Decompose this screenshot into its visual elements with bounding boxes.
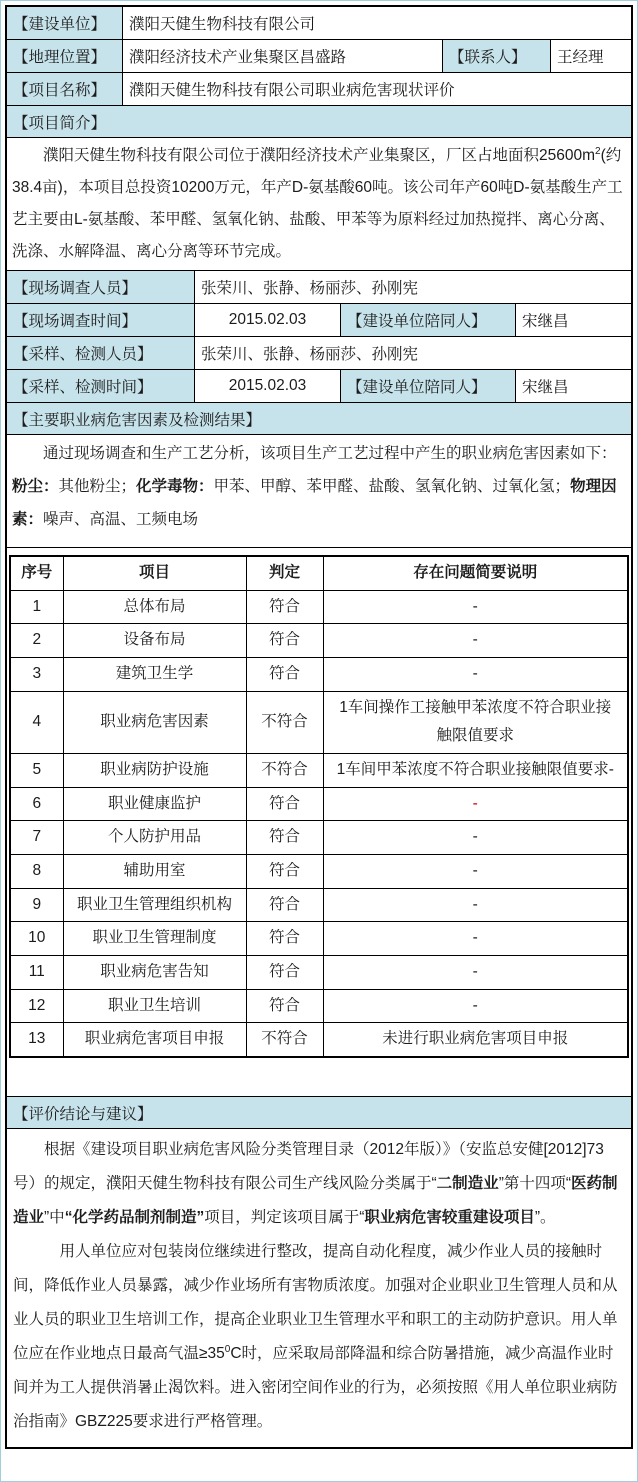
escort-label: 【建设单位陪同人】 [340, 370, 515, 402]
header-item: 项目 [63, 556, 246, 590]
survey-time-row [7, 304, 631, 337]
findings-table [9, 555, 629, 1058]
survey-personnel-value: 张荣川、张静、杨丽莎、孙刚宪 [194, 271, 631, 303]
hazards-intro-line: 通过现场调查和生产工艺分析，该项目生产工艺过程中产生的职业病危害因素如下： [43, 445, 617, 462]
escort-value: 宋继昌 [515, 304, 631, 336]
hazards-section-header: 【主要职业病危害因素及检测结果】 [7, 403, 631, 435]
row-note-cell: - [323, 658, 628, 692]
conclusion-text [7, 1129, 631, 1447]
row-verdict-cell: 符合 [246, 855, 323, 889]
row-note-cell: 1车间操作工接触甲苯浓度不符合职业接触限值要求 [323, 691, 628, 753]
row-verdict-cell: 不符合 [246, 691, 323, 753]
findings-table-row [10, 691, 628, 753]
row-note-cell: - [323, 590, 628, 624]
row-number-cell: 1 [10, 590, 63, 624]
industry-category-bold: 二制造业 [436, 1175, 499, 1193]
findings-table-row [10, 888, 628, 922]
row-note-cell: 1车间甲苯浓度不符合职业接触限值要求- [323, 754, 628, 788]
sampling-personnel-row [7, 337, 631, 370]
conclusion-segment: ”。 [534, 1209, 556, 1227]
findings-table-row [10, 956, 628, 990]
conclusion-segment: 项目，判定该项目属于“ [204, 1209, 365, 1227]
row-item-cell: 设备布局 [63, 624, 246, 658]
row-item-cell: 个人防护用品 [63, 821, 246, 855]
intro-text-segment: 濮阳天健生物科技有限公司位于濮阳经济技术产业集聚区，厂区占地面积25600m [43, 147, 596, 164]
survey-personnel-label: 【现场调查人员】 [7, 271, 194, 303]
row-verdict-cell: 符合 [246, 590, 323, 624]
header-verdict: 判定 [246, 556, 323, 590]
chemical-toxins-value: 甲苯、甲醇、苯甲醛、盐酸、氢氧化钠、过氧化氢； [213, 478, 571, 495]
construction-unit-value: 濮阳天健生物科技有限公司 [122, 7, 631, 39]
findings-table-row [10, 855, 628, 889]
escort-value: 宋继昌 [515, 370, 631, 402]
row-verdict-cell: 符合 [246, 989, 323, 1023]
contact-label: 【联系人】 [442, 40, 550, 72]
row-number-cell: 4 [10, 691, 63, 753]
chemical-preparation-bold: “化学药品制剂制造” [64, 1209, 205, 1227]
row-item-cell: 建筑卫生学 [63, 658, 246, 692]
conclusion-paragraph-2 [13, 1235, 625, 1439]
survey-time-value: 2015.02.03 [194, 304, 340, 336]
findings-table-row [10, 590, 628, 624]
row-verdict-cell: 符合 [246, 624, 323, 658]
conclusion-segment: ”中 [44, 1209, 65, 1227]
conclusion-segment: ”第十四项“ [498, 1175, 572, 1193]
temperature-superscript: 0 [224, 1343, 231, 1355]
physical-factors-value: 噪声、高温、工频电场 [43, 511, 199, 528]
row-note-cell: - [323, 855, 628, 889]
project-name-value: 濮阳天健生物科技有限公司职业病危害现状评价 [122, 73, 631, 105]
sampling-personnel-value: 张荣川、张静、杨丽莎、孙刚宪 [194, 337, 631, 369]
row-note-cell: - [323, 787, 628, 821]
findings-table-row [10, 821, 628, 855]
sampling-time-label: 【采样、检测时间】 [7, 370, 194, 402]
findings-table-row [10, 787, 628, 821]
findings-table-header-row [10, 556, 628, 590]
hazard-severity-bold: 职业病危害较重建设项目 [364, 1209, 535, 1227]
physical-factors-label: 物理因素： [12, 478, 617, 528]
row-note-cell: - [323, 922, 628, 956]
row-item-cell: 职业卫生管理制度 [63, 922, 246, 956]
row-item-cell: 辅助用室 [63, 855, 246, 889]
row-note-cell: - [323, 624, 628, 658]
findings-table-row [10, 658, 628, 692]
findings-table-area [7, 548, 631, 1097]
row-note-cell: - [323, 821, 628, 855]
row-note-cell: - [323, 888, 628, 922]
project-name-row [7, 73, 631, 106]
sampling-time-row [7, 370, 631, 403]
conclusion-segment: C时，应采取局部降温和综合防暑措施，减少高温作业时间并为工人提供消暑止渴饮料。进入密闭空间作业的行为，必须按照《用人单位职业病防治指南》GBZ225要求进行严格管理。 [13, 1345, 618, 1431]
hazards-paragraph [12, 437, 626, 536]
construction-unit-label: 【建设单位】 [7, 7, 122, 39]
header-no: 序号 [10, 556, 63, 590]
row-item-cell: 职业卫生培训 [63, 989, 246, 1023]
contact-value: 王经理 [550, 40, 631, 72]
conclusion-paragraph-1 [13, 1133, 625, 1235]
row-verdict-cell: 符合 [246, 821, 323, 855]
row-number-cell: 11 [10, 956, 63, 990]
dust-label: 粉尘： [12, 478, 59, 495]
row-note-cell: - [323, 989, 628, 1023]
chemical-toxins-label: 化学毒物： [136, 478, 214, 495]
project-intro-header: 【项目简介】 [7, 106, 631, 138]
findings-table-row [10, 624, 628, 658]
construction-unit-row [7, 7, 631, 40]
header-note: 存在问题简要说明 [323, 556, 628, 590]
conclusion-segment: 用人单位应对包装岗位继续进行整改，提高自动化程度，减少作业人员的接触时间，降低作业人员暴露，减少作业场所有害物质浓度。加强对企业职业卫生管理人员和从业人员的职业卫生培训工作，提高企业职业卫生管理水平和职工的主动防护意识。用人单位应在作业地点日最高气温≥35 [13, 1243, 618, 1363]
row-verdict-cell: 符合 [246, 787, 323, 821]
row-item-cell: 职业病危害因素 [63, 691, 246, 753]
row-item-cell: 职业病危害告知 [63, 956, 246, 990]
row-item-cell: 总体布局 [63, 590, 246, 624]
row-note-cell: - [323, 956, 628, 990]
row-note-cell: 未进行职业病危害项目申报 [323, 1023, 628, 1057]
findings-table-row [10, 922, 628, 956]
row-number-cell: 8 [10, 855, 63, 889]
row-number-cell: 9 [10, 888, 63, 922]
row-verdict-cell: 符合 [246, 922, 323, 956]
project-intro-text [7, 138, 631, 271]
row-number-cell: 5 [10, 754, 63, 788]
row-item-cell: 职业卫生管理组织机构 [63, 888, 246, 922]
row-item-cell: 职业病防护设施 [63, 754, 246, 788]
conclusion-section-header: 【评价结论与建议】 [7, 1097, 631, 1129]
row-number-cell: 13 [10, 1023, 63, 1057]
survey-personnel-row [7, 271, 631, 304]
pharma-industry-bold: 医药制造业 [13, 1175, 618, 1227]
row-verdict-cell: 符合 [246, 658, 323, 692]
findings-table-body [10, 590, 628, 1057]
row-verdict-cell: 不符合 [246, 1023, 323, 1057]
project-name-label: 【项目名称】 [7, 73, 122, 105]
dust-value: 其他粉尘； [58, 478, 137, 495]
conclusion-segment: 根据《建设项目职业病危害风险分类管理目录（2012年版）》（安监总安健[2012]73号）的规定，濮阳天健生物科技有限公司生产线风险分类属于“ [13, 1141, 604, 1193]
location-value: 濮阳经济技术产业集聚区昌盛路 [122, 40, 442, 72]
findings-table-row [10, 989, 628, 1023]
hazards-text [7, 435, 631, 548]
sampling-personnel-label: 【采样、检测人员】 [7, 337, 194, 369]
location-label: 【地理位置】 [7, 40, 122, 72]
sampling-time-value: 2015.02.03 [194, 370, 340, 402]
row-verdict-cell: 符合 [246, 888, 323, 922]
evaluation-form [5, 5, 633, 1449]
escort-label: 【建设单位陪同人】 [340, 304, 515, 336]
row-item-cell: 职业健康监护 [63, 787, 246, 821]
row-number-cell: 7 [10, 821, 63, 855]
findings-table-row [10, 1023, 628, 1057]
survey-time-label: 【现场调查时间】 [7, 304, 194, 336]
row-number-cell: 12 [10, 989, 63, 1023]
row-number-cell: 2 [10, 624, 63, 658]
row-verdict-cell: 符合 [246, 956, 323, 990]
row-number-cell: 3 [10, 658, 63, 692]
row-verdict-cell: 不符合 [246, 754, 323, 788]
row-number-cell: 6 [10, 787, 63, 821]
intro-text-segment: (约38.4亩)，本项目总投资10200万元，年产D-氨基酸60吨。该公司年产60吨D-氨基酸生产工艺主要由L-氨基酸、苯甲醛、氢氧化钠、盐酸、甲苯等为原料经过加热搅拌、离心分离、洗涤、水解降温、离心分离等环节完成。 [12, 147, 623, 260]
row-item-cell: 职业病危害项目申报 [63, 1023, 246, 1057]
row-number-cell: 10 [10, 922, 63, 956]
location-row [7, 40, 631, 73]
intro-superscript: 2 [595, 145, 601, 157]
findings-table-row [10, 754, 628, 788]
